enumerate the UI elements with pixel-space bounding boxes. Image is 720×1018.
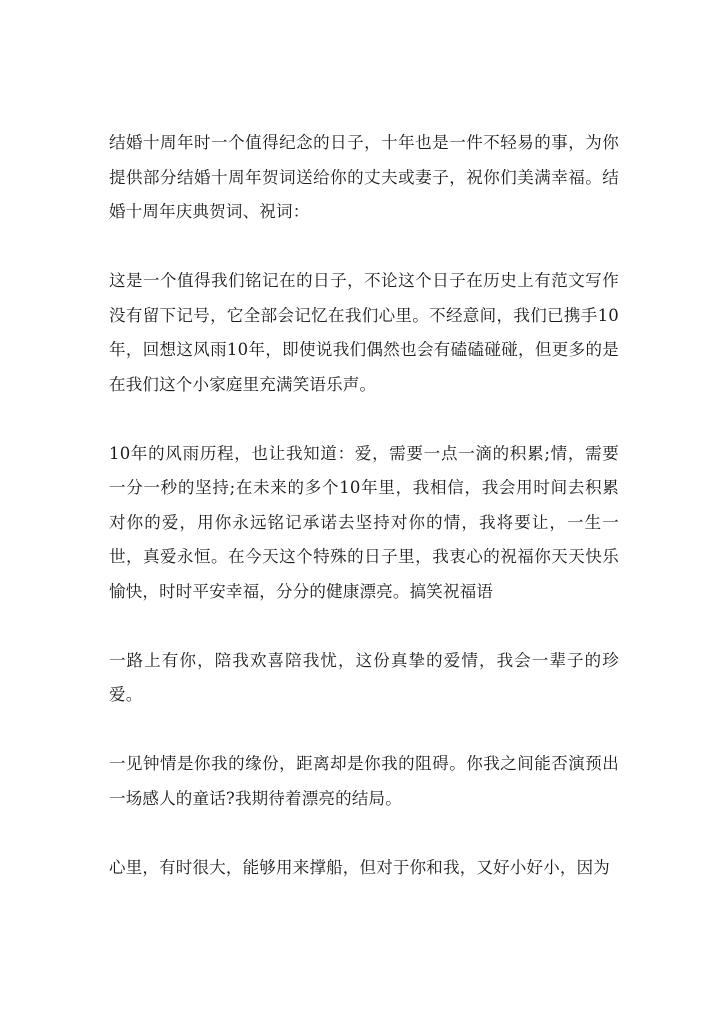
paragraph-ten-years: 10年的风雨历程，也让我知道：爱，需要一点一滴的积累;情，需要一分一秒的坚持;在未来的多个10年里，我相信，我会用时间去积累对你的爱，用你永远铭记承诺去坚持对你的情，我将要让，一生一世，真爱永恒。在今天这个特殊的日子里，我衷心的祝福你天天快乐愉快，时时平安幸福，分分的健康漂亮。搞笑祝福语 (109, 443, 619, 601)
document-body (109, 126, 619, 920)
paragraph-intro: 结婚十周年时一个值得纪念的日子，十年也是一件不轻易的事，为你提供部分结婚十周年贺词送给你的丈夫或妻子，祝你们美满幸福。结婚十周年庆典贺词、祝词： (109, 133, 619, 221)
paragraph-with-you: 一路上有你，陪我欢喜陪我忧，这份真挚的爱情，我会一辈子的珍爱。 (109, 650, 619, 704)
paragraph-memorable-day: 这是一个值得我们铭记在的日子，不论这个日子在历史上有范文写作没有留下记号，它全部会记忆在我们心里。不经意间，我们已携手10年，回想这风雨10年，即使说我们偶然也会有磕磕碰碰，但更多的是在我们这个小家庭里充满笑语乐声。 (109, 271, 619, 394)
paragraph-first-sight: 一见钟情是你我的缘份，距离却是你我的阻碍。你我之间能否演预出一场感人的童话?我期待着漂亮的结局。 (109, 754, 619, 808)
paragraph-heart: 心里，有时很大，能够用来撑船，但对于你和我，又好小好小，因为 (109, 857, 610, 877)
